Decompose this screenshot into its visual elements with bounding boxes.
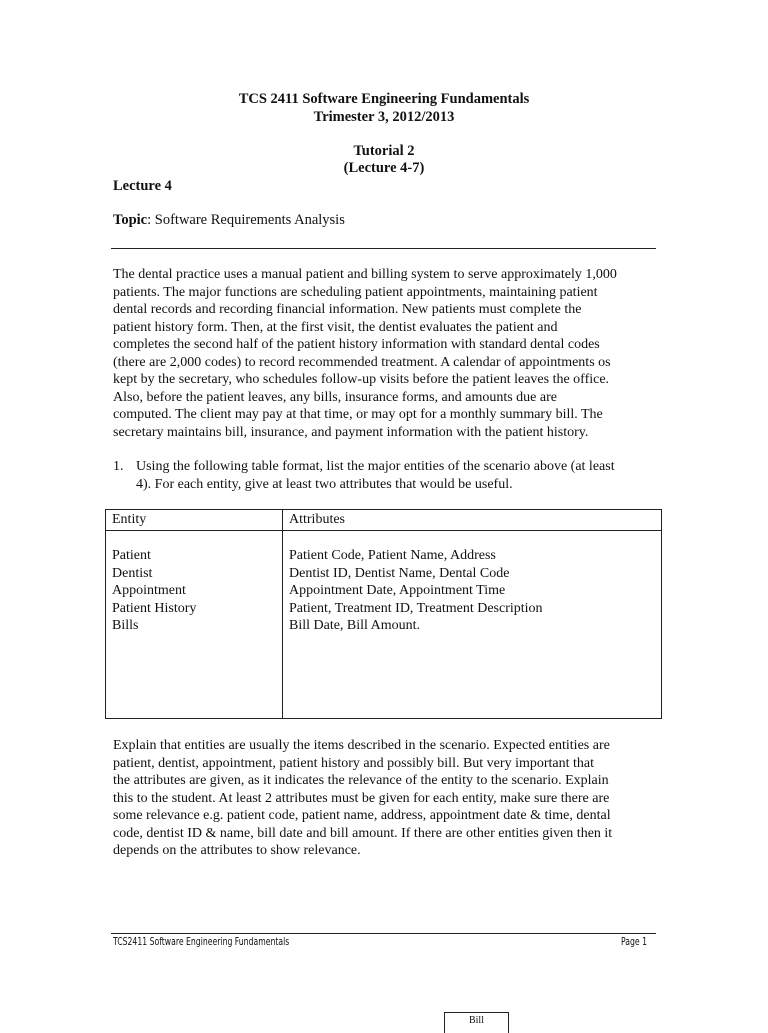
lecture-label: Lecture 4 — [113, 178, 172, 194]
topic-line — [113, 212, 345, 229]
question-1 — [113, 458, 656, 493]
explanation-line: some relevance e.g. patient code, patient name, address, appointment date & time, dental — [113, 808, 611, 823]
scenario-line: patient history form. Then, at the first visit, the dentist evaluates the patient and — [113, 319, 558, 335]
explanation-line: the attributes are given, as it indicates the relevance of the entity to the scenario. Explain — [113, 773, 609, 788]
explanation-line: code, dentist ID & name, bill date and bill amount. If there are other entities given then it — [113, 825, 613, 841]
table-header-row — [106, 510, 662, 531]
section-divider — [111, 248, 656, 249]
scenario-paragraph — [113, 266, 656, 441]
topic-label: Topic — [113, 212, 148, 228]
scenario-line: Also, before the patient leaves, any bills, insurance forms, and amounts due are — [113, 389, 557, 405]
scenario-line: secretary maintains bill, insurance, and payment information with the patient history. — [113, 424, 589, 440]
course-title: TCS 2411 Software Engineering Fundamentals — [238, 91, 530, 107]
scenario-line: kept by the secretary, who schedules follow-up visits before the patient leaves the office. — [113, 372, 610, 387]
question-line: Using the following table format, list the major entities of the scenario above (at least — [136, 459, 615, 474]
footer-page-number: Page 1 — [621, 935, 648, 948]
entity-name: Patient — [112, 548, 151, 563]
entity-name: Patient History — [112, 600, 197, 616]
scenario-line: computed. The client may pay at that time, or may opt for a monthly summary bill. The — [113, 407, 603, 422]
footer-divider — [111, 933, 656, 934]
explanation-line: this to the student. At least 2 attributes must be given for each entity, make sure there are — [113, 790, 610, 806]
explanation-line: depends on the attributes to show relevance. — [113, 843, 361, 858]
attributes-column — [283, 531, 662, 719]
table-body-row — [106, 531, 662, 719]
scenario-line: The dental practice uses a manual patient and billing system to serve approximately 1,000 — [113, 267, 617, 282]
entity-name: Appointment — [112, 583, 186, 598]
tutorial-title: Tutorial 2 — [353, 143, 415, 159]
entity-attributes: Patient Code, Patient Name, Address — [289, 548, 496, 563]
entity-attributes: Bill Date, Bill Amount. — [289, 618, 421, 633]
scenario-line: (there are 2,000 codes) to record recommended treatment. A calendar of appointments os — [113, 354, 611, 370]
question-line: 4). For each entity, give at least two attributes that would be useful. — [136, 476, 513, 492]
scenario-line: completes the second half of the patient history information with standard dental codes — [113, 337, 600, 352]
explanation-paragraph — [113, 737, 656, 860]
entity-attributes: Appointment Date, Appointment Time — [289, 583, 506, 598]
entity-attributes: Dentist ID, Dentist Name, Dental Code — [289, 565, 510, 581]
footer-course: TCS2411 Software Engineering Fundamentals — [113, 935, 290, 948]
next-page-bill-box: Bill — [444, 1012, 509, 1033]
header-entity: Entity — [106, 510, 283, 531]
entity-name: Bills — [112, 618, 139, 633]
explanation-line: patient, dentist, appointment, patient history and possibly bill. But very important that — [113, 755, 594, 771]
scenario-line: patients. The major functions are scheduling patient appointments, maintaining patient — [113, 284, 598, 300]
question-number: 1. — [113, 459, 124, 474]
entity-name: Dentist — [112, 565, 153, 581]
scenario-line: dental records and recording financial information. New patients must complete the — [113, 302, 582, 317]
entity-table — [105, 509, 662, 719]
topic-value: : Software Requirements Analysis — [147, 212, 345, 228]
entity-column — [106, 531, 283, 719]
term-label: Trimester 3, 2012/2013 — [313, 109, 455, 125]
entity-attributes: Patient, Treatment ID, Treatment Description — [289, 600, 543, 616]
lecture-range: (Lecture 4-7) — [343, 160, 425, 176]
explanation-line: Explain that entities are usually the items described in the scenario. Expected entities are — [113, 738, 610, 753]
header-attributes: Attributes — [283, 510, 662, 531]
